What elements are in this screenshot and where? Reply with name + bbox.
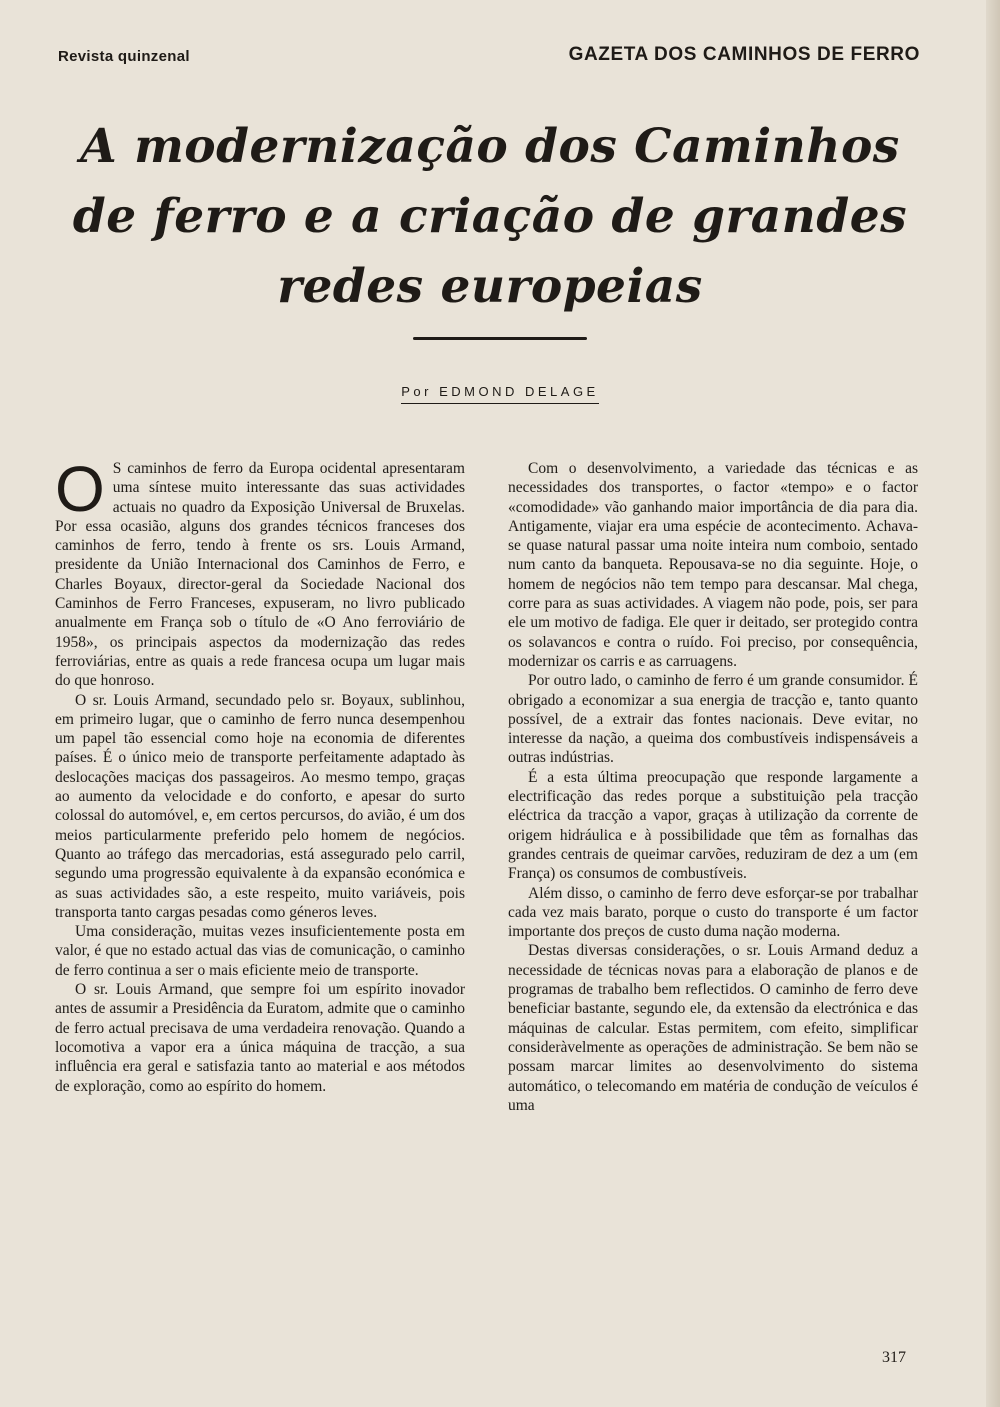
paragraph	[55, 453, 465, 691]
byline-text: Por EDMOND DELAGE	[401, 384, 598, 404]
paragraph: Com o desenvolvimento, a variedade das técnicas e as necessidades dos transportes, o factor «tempo» e o factor «comodidade» vão ganhando maior importância de dia para dia. Antigamente, viajar era uma espécie de acontecimento. Achava-se quase natural passar uma noite inteira num comboio, sentado num canto da banqueta. Repousava-se no dia seguinte. Hoje, o homem de negócios não tem tempo para descansar. Mal chega, corre para as suas actividades. A viagem não pode, pois, ser para ele um motivo de fadiga. Ele quer ir deitado, ser protegido contra os solavancos e contra o ruído. Foi preciso, por consequência, modernizar os carris e as carruagens.	[508, 460, 918, 670]
header-left: Revista quinzenal	[58, 48, 190, 65]
title-divider	[413, 337, 587, 340]
paragraph: O sr. Louis Armand, que sempre foi um espírito inovador antes de assumir a Presidência da Euratom, admite que o caminho de ferro actual precisava de uma verdadeira renovação. Quando a locomotiva a vapor era a única máquina de tracção, a sua influência era geral e satisfazia tanto ao material e aos métodos de exploração, como ao espírito do homem.	[55, 981, 465, 1095]
header-right: GAZETA DOS CAMINHOS DE FERRO	[568, 44, 920, 65]
column-left	[55, 453, 465, 1096]
page-number: 317	[882, 1349, 906, 1366]
paragraph: É a esta última preocupação que responde largamente a electrificação das redes porque a substituição pela tracção eléctrica da tracção a vapor, graças à utilização da corrente de origem hidráulica e à possibilidade que têm as fornalhas das grandes centrais de queimar carvões, reduziram de dez a um (em França) os consumos de combustíveis.	[508, 768, 918, 883]
paragraph: Além disso, o caminho de ferro deve esforçar-se por trabalhar cada vez mais barato, porque o custo do transporte é um factor importante dos preços de custo duma nação moderna.	[508, 884, 918, 941]
paragraph: Destas diversas considerações, o sr. Louis Armand deduz a necessidade de técnicas novas para a elaboração de planos e de programas de trabalho bem reflectidos. O caminho de ferro deve beneficiar bastante, segundo ele, da extensão da electrónica e das máquinas de calcular. Estas permitem, com efeito, simplificar consideràvelmente as operações de administração. Se bem não se possam marcar limites ao desenvolvimento do sistema automático, o telecomando em matéria de condução de veículos é uma	[508, 942, 918, 1114]
paragraph: O sr. Louis Armand, secundado pelo sr. Boyaux, sublinhou, em primeiro lugar, que o caminho de ferro nunca desempenhou um papel tão essencial como hoje na economia de diferentes países. É o único meio de transporte perfeitamente adaptado às deslocações maciças dos passageiros. Ao mesmo tempo, graças ao aumento da velocidade e do conforto, e apesar do surto colossal do automóvel, e, em certos percursos, do avião, é um dos meios particularmente preferido pelo homem de negócios. Quanto ao tráfego das mercadorias, está assegurado pelo carril, segundo uma progressão equivalente à da expansão económica e as suas actividades são, a este respeito, muito variáveis, pois transporta tanto cargas pesadas como géneros leves.	[55, 691, 465, 921]
column-right	[508, 459, 918, 1115]
paragraph-text: S caminhos de ferro da Europa ocidental apresentaram uma síntese muito interessante das suas actividades actuais no quadro da Exposição Universal de Bruxelas. Por essa ocasião, alguns dos grandes técnicos franceses dos caminhos de ferro, tendo à frente os srs. Louis Armand, presidente da União Internacional dos Caminhos de Ferro, e Charles Boyaux, director-geral da Sociedade Nacional dos Caminhos de Ferro Franceses, expuseram, no livro publicado anualmente em França sob o título de «O Ano ferroviário de 1958», os principais aspectos da modernização das redes ferroviárias, entre as quais a rede francesa ocupa um lugar mais do que honroso.	[55, 460, 465, 690]
drop-cap: O	[55, 453, 105, 525]
byline	[0, 384, 1000, 404]
running-header	[58, 44, 920, 74]
article-title: A modernização dos Caminhos de ferro e a criação de grandes redes europeias	[72, 119, 908, 314]
page-edge	[986, 0, 1000, 1407]
paragraph: Uma consideração, muitas vezes insuficientemente posta em valor, é que no estado actual das vias de comunicação, o caminho de ferro continua a ser o mais eficiente meio de transporte.	[55, 923, 465, 979]
paragraph: Por outro lado, o caminho de ferro é um grande consumidor. É obrigado a economizar a sua energia de tracção e, tanto quanto possível, de a extrair das fontes nacionais. Deve evitar, no interesse da nação, a queima dos combustíveis indispensáveis a outras indústrias.	[508, 672, 918, 767]
